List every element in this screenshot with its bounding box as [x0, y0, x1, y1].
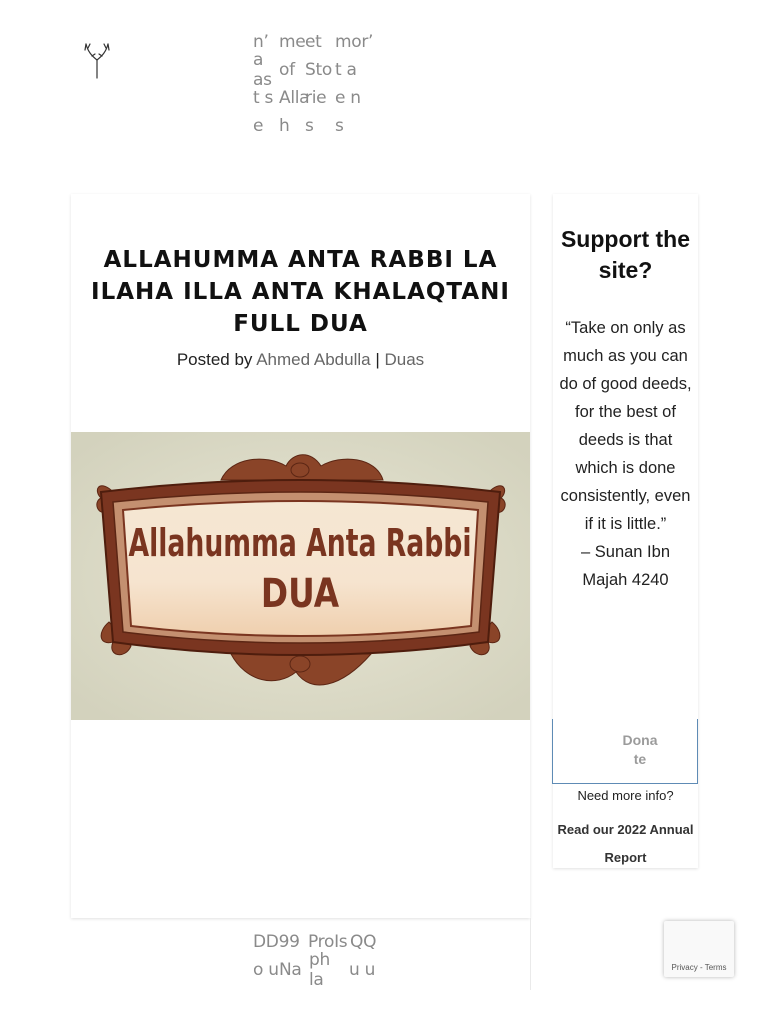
- nav-fragment[interactable]: rie: [305, 88, 327, 108]
- quote-source: – Sunan Ibn Majah 4240: [581, 543, 670, 589]
- nav-fragment[interactable]: et: [305, 32, 322, 52]
- footer-fragment[interactable]: QQ: [350, 932, 377, 952]
- support-sidebar: [553, 194, 698, 868]
- recaptcha-terms[interactable]: Privacy - Terms: [671, 963, 727, 972]
- image-title-line1: Allahumma Anta Rabbi: [128, 521, 472, 567]
- nav-fragment[interactable]: n’: [253, 32, 269, 52]
- recaptcha-icon: [664, 921, 734, 961]
- nav-fragment[interactable]: e: [253, 116, 264, 136]
- footer-fragment[interactable]: Na: [279, 960, 302, 980]
- nav-row: [253, 112, 378, 140]
- posted-by-label: Posted by: [176, 350, 253, 369]
- raised-hands-icon: [80, 42, 114, 80]
- annual-report-link[interactable]: Read our 2022 Annual Report: [557, 822, 694, 865]
- footer-fragment[interactable]: u u: [349, 960, 376, 980]
- footer-fragment[interactable]: ProIs: [308, 932, 348, 952]
- nav-row: [253, 84, 378, 112]
- column-divider: [530, 918, 531, 990]
- image-title-line2: DUA: [260, 569, 340, 617]
- nav-row: [253, 50, 378, 90]
- footer-fragment[interactable]: ph la: [309, 950, 330, 990]
- donate-label: [615, 731, 665, 769]
- author-link[interactable]: Ahmed Abdulla: [256, 350, 371, 369]
- nav-fragment[interactable]: t s: [253, 88, 274, 108]
- nav-fragment[interactable]: h: [279, 116, 290, 136]
- sidebar-title: Support the site?: [560, 226, 691, 283]
- nav-fragment[interactable]: t a: [335, 60, 357, 80]
- nav-fragment[interactable]: s: [335, 116, 344, 136]
- footer-row: [253, 950, 378, 990]
- donate-label-line2: te: [633, 751, 647, 767]
- need-info-text: Need more info?: [577, 788, 674, 803]
- category-link[interactable]: Duas: [384, 350, 425, 369]
- hadith-quote: [557, 314, 694, 594]
- nav-fragment[interactable]: of: [279, 60, 295, 80]
- nav-fragment[interactable]: me: [279, 32, 306, 52]
- recaptcha-badge[interactable]: [664, 921, 734, 977]
- nav-fragment[interactable]: e n: [335, 88, 361, 108]
- post-title: ALLAHUMMA ANTA RABBI LA ILAHA ILLA ANTA KHALAQTANI FULL DUA: [91, 247, 510, 337]
- donate-label-line1: Dona: [622, 732, 658, 748]
- quote-text: “Take on only as much as you can do of good deeds, for the best of deeds is that which is done consistently, even if it is little.”: [559, 319, 692, 533]
- footer-fragment[interactable]: DD99: [253, 932, 300, 952]
- post-meta: [71, 350, 530, 370]
- nav-fragment[interactable]: s: [305, 116, 314, 136]
- nav-fragment[interactable]: Alla: [279, 88, 310, 108]
- footer-navigation: [253, 928, 378, 990]
- post-card: [71, 194, 530, 918]
- site-logo[interactable]: [80, 42, 114, 80]
- nav-fragment[interactable]: Sto: [305, 60, 332, 80]
- donate-button[interactable]: [552, 719, 698, 784]
- featured-image: [71, 432, 530, 720]
- nav-fragment[interactable]: a as: [253, 50, 272, 90]
- footer-fragment[interactable]: o u: [253, 960, 279, 980]
- header-navigation: [253, 28, 378, 140]
- nav-fragment[interactable]: mor’: [335, 32, 374, 52]
- meta-separator: |: [375, 350, 380, 369]
